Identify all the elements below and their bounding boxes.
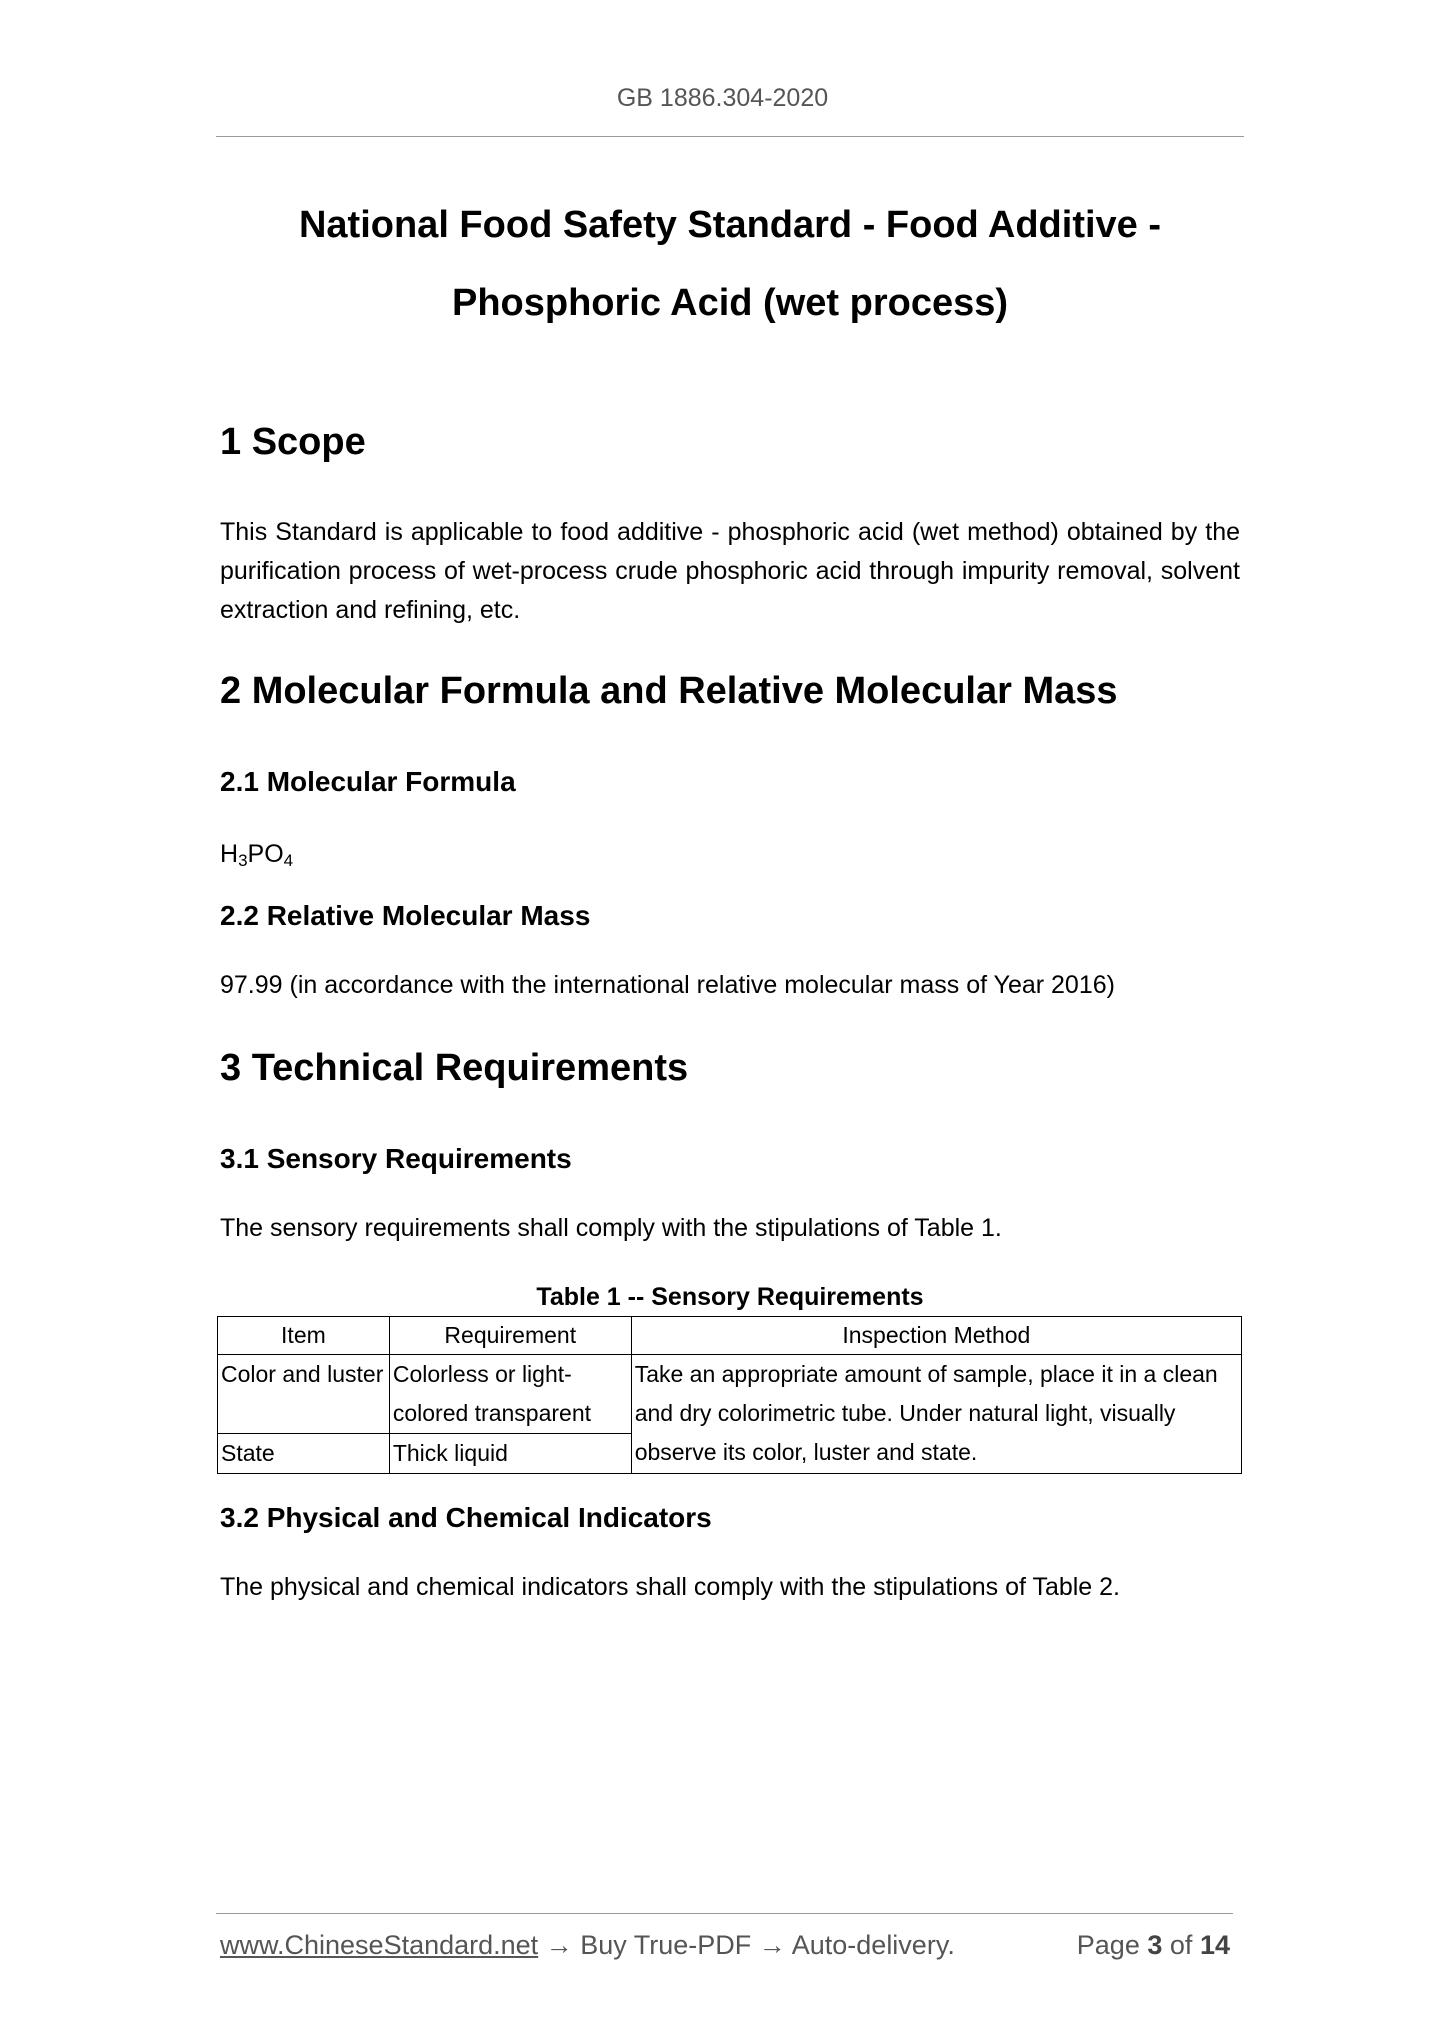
table-row (218, 1355, 1242, 1434)
formula-o-subscript: 4 (283, 851, 294, 870)
section-2-2-text: 97.99 (in accordance with the international relative molecular mass of Year 2016) (220, 971, 1115, 999)
title-line-1: National Food Safety Standard - Food Additive - (298, 204, 1162, 246)
section-1-text: This Standard is applicable to food additive - phosphoric acid (wet method) obtained by the purification process of wet-process crude phosphoric acid through impurity removal, solvent extraction and refining, etc. (220, 518, 1240, 624)
table-1-caption: Table 1 -- Sensory Requirements (536, 1283, 924, 1311)
cell-requirement: Thick liquid (389, 1434, 631, 1474)
formula-h-subscript: 3 (238, 851, 248, 870)
section-1-heading: 1 Scope (220, 421, 366, 463)
column-header-inspection-method: Inspection Method (631, 1317, 1241, 1355)
header-standard-code: GB 1886.304-2020 (616, 84, 829, 112)
page-current: 3 (1147, 1930, 1163, 1960)
column-header-requirement: Requirement (389, 1317, 631, 1355)
page-of: of (1169, 1930, 1193, 1960)
section-3-2-heading: 3.2 Physical and Chemical Indicators (220, 1502, 712, 1533)
section-3-1-heading: 3.1 Sensory Requirements (220, 1143, 572, 1174)
section-3-2-text: The physical and chemical indicators shall comply with the stipulations of Table 2. (220, 1573, 1120, 1601)
footer-divider (216, 1913, 1233, 1914)
page-label: Page (1076, 1930, 1140, 1960)
section-2-2-heading: 2.2 Relative Molecular Mass (220, 900, 591, 931)
table-header-row (218, 1317, 1242, 1355)
sensory-requirements-table (217, 1316, 1242, 1474)
column-header-item: Item (218, 1317, 390, 1355)
section-2-1-heading: 2.1 Molecular Formula (220, 766, 516, 797)
footer-promo-text: → Buy True-PDF → Auto-delivery. (538, 1930, 955, 1960)
footer (220, 1930, 1230, 1961)
molecular-formula (220, 836, 293, 879)
page-total: 14 (1199, 1930, 1230, 1960)
formula-h: H (220, 840, 239, 868)
header-divider (216, 136, 1244, 137)
cell-inspection-method: Take an appropriate amount of sample, place it in a clean and dry colorimetric tube. Under natural light, visually observe its color, luster and state. (631, 1355, 1241, 1474)
cell-item: State (218, 1434, 390, 1474)
website-link[interactable]: www.ChineseStandard.net (220, 1930, 539, 1960)
section-2-heading: 2 Molecular Formula and Relative Molecular Mass (220, 670, 1118, 712)
section-3-1-text: The sensory requirements shall comply with the stipulations of Table 1. (220, 1214, 1002, 1242)
cell-item: Color and luster (218, 1355, 390, 1434)
title-line-2: Phosphoric Acid (wet process) (451, 282, 1009, 324)
section-3-heading: 3 Technical Requirements (220, 1047, 689, 1089)
formula-po: PO (247, 840, 284, 868)
page-indicator (1077, 1930, 1230, 1961)
cell-requirement: Colorless or light-colored transparent (389, 1355, 631, 1434)
document-title (216, 186, 1244, 342)
